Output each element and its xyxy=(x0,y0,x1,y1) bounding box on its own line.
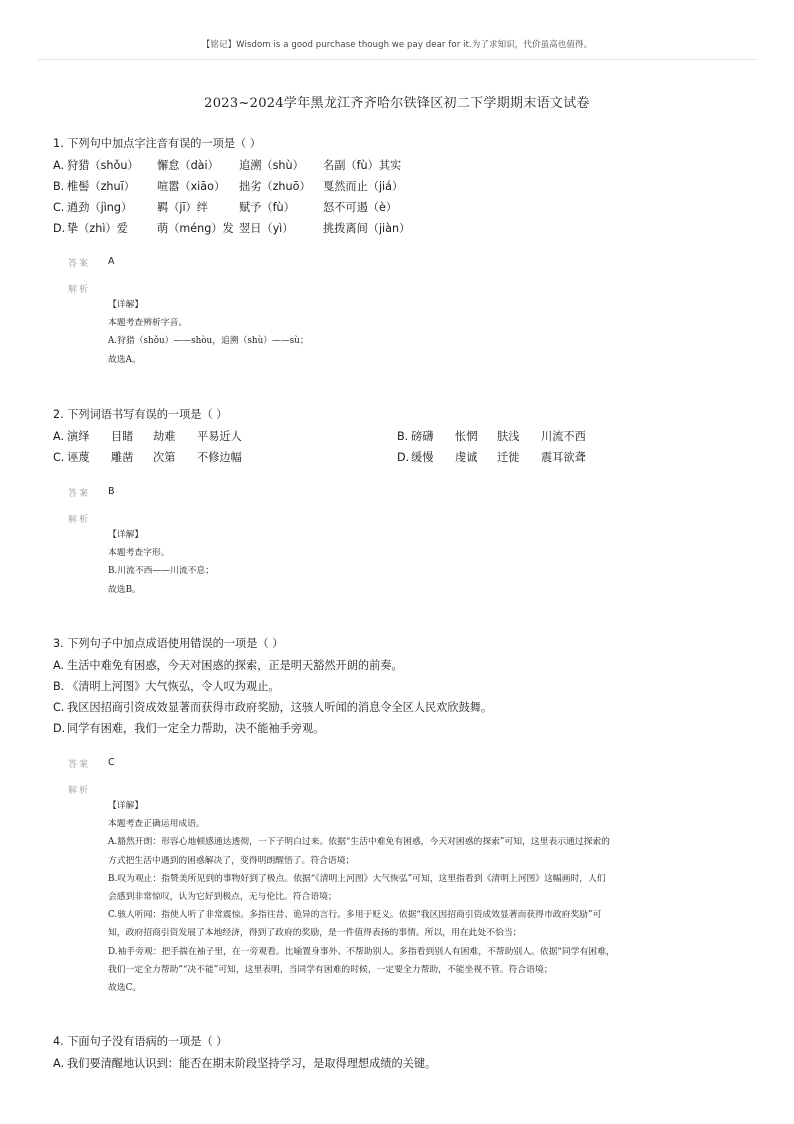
option-a xyxy=(53,155,753,176)
option-item: 喧嚣（xiāo） xyxy=(157,180,226,193)
question-2 xyxy=(53,407,753,468)
analysis-text xyxy=(108,296,748,369)
option-item: 挚（zhì）爱 xyxy=(67,222,128,235)
option-item: 挑拨离间（jiàn） xyxy=(323,222,411,235)
option-letter: A. xyxy=(53,659,65,672)
option-letter: C. xyxy=(53,201,65,214)
option-c xyxy=(53,447,397,468)
option-item: 戛然而止（jiá） xyxy=(323,180,404,193)
question-stem: 2. 下列词语书写有误的一项是（ ） xyxy=(53,408,228,421)
analysis-text xyxy=(108,526,748,599)
answer-label: 答案 xyxy=(68,259,91,269)
option-letter: D. xyxy=(53,222,66,235)
option-d xyxy=(53,218,753,239)
analysis-line: B.叹为观止：指赞美所见到的事物好到了极点。依据“《清明上河图》大气恢弘”可知，这里指看到《清明上河图》这幅画时，人们 xyxy=(108,873,606,884)
question-1 xyxy=(53,136,753,239)
option-item: 椎髻（zhuī） xyxy=(67,180,135,193)
option-item: 赋予（fù） xyxy=(239,201,295,214)
option-letter: A. xyxy=(53,159,65,172)
analysis-line: 【详解】 xyxy=(108,530,144,540)
option-letter: D. xyxy=(397,451,410,464)
answer-block-2 xyxy=(68,486,728,606)
analysis-text xyxy=(108,797,748,997)
option-item: 肤浅 xyxy=(497,430,520,443)
option-letter: D. xyxy=(53,722,66,735)
analysis-line: 故选A。 xyxy=(108,354,141,365)
option-item: 劫难 xyxy=(153,430,176,443)
option-text: 《清明上河图》大气恢弘，令人叹为观止。 xyxy=(67,680,280,693)
analysis-line: D.袖手旁观：把手揣在袖子里，在一旁观看。比喻置身事外、不帮助别人。多指看到别人有困难，不帮助别人。依据“同学有困难， xyxy=(108,946,615,957)
option-item: 怒不可遏（è） xyxy=(323,201,398,214)
option-item: 迁徙 xyxy=(497,451,520,464)
option-a xyxy=(53,655,753,676)
option-a xyxy=(53,1053,753,1074)
page-title: 2023~2024学年黑龙江齐齐哈尔铁锋区初二下学期期末语文试卷 xyxy=(204,96,590,111)
option-item: 翌日（yì） xyxy=(239,222,294,235)
analysis-line: A.狩猎（shǒu）——shòu，追溯（shù）——sù； xyxy=(108,336,309,347)
analysis-line: 我们一定全力帮助”“决不能”可知，这里表明，当同学有困难的时候，一定要全力帮助，不能坐视不管。符合语境； xyxy=(108,964,553,975)
answer-block-1 xyxy=(68,256,728,376)
analysis-line: 知，政府招商引资发展了本地经济，得到了政府的奖励，是一件值得表扬的事情。所以，用在此处不恰当； xyxy=(108,928,522,939)
question-stem: 3. 下列句子中加点成语使用错误的一项是（ ） xyxy=(53,637,284,650)
analysis-line: A.豁然开朗：形容心地顿感通达透彻，一下子明白过来。依据“生活中难免有困惑，今天对困惑的探索”可知，这里表示通过探索的 xyxy=(108,837,610,848)
option-letter: A. xyxy=(53,430,65,443)
option-text: 我区因招商引资成效显著而获得市政府奖励，这骇人听闻的消息令全区人民欢欣鼓舞。 xyxy=(67,701,493,714)
option-text: 生活中难免有困惑，今天对困惑的探索，正是明天豁然开朗的前奏。 xyxy=(67,659,403,672)
option-item: 缓慢 xyxy=(411,451,434,464)
option-c xyxy=(53,197,753,218)
option-item: 次第 xyxy=(153,451,176,464)
analysis-line: B.川流不西——川流不息； xyxy=(108,566,215,577)
analysis-line: 【详解】 xyxy=(108,300,144,310)
question-4 xyxy=(53,1034,753,1074)
option-item: 萌（méng）发 xyxy=(157,222,234,235)
option-item: 不修边幅 xyxy=(197,451,242,464)
answer-value: A xyxy=(108,256,115,267)
analysis-line: 【详解】 xyxy=(108,801,144,811)
option-item: 震耳欲聋 xyxy=(541,451,586,464)
option-b xyxy=(53,676,753,697)
option-item: 狩猎（shǒu） xyxy=(67,159,139,172)
option-item: 演绎 xyxy=(67,430,90,443)
option-item: 懈怠（dài） xyxy=(157,159,219,172)
option-a xyxy=(53,426,397,447)
option-item: 诬蔑 xyxy=(67,451,90,464)
option-item: 追溯（shù） xyxy=(239,159,304,172)
option-item: 川流不西 xyxy=(541,430,586,443)
answer-label: 答案 xyxy=(68,489,91,499)
option-text: 同学有困难，我们一定全力帮助，决不能袖手旁观。 xyxy=(67,722,325,735)
option-item: 雕凿 xyxy=(111,451,134,464)
analysis-line: 会感到非常惊叹，认为它好到极点，无与伦比。符合语境； xyxy=(108,892,337,903)
option-b xyxy=(53,176,753,197)
option-item: 目睹 xyxy=(111,430,134,443)
option-item: 虔诚 xyxy=(455,451,478,464)
analysis-line: 方式把生活中遇到的困惑解决了，变得明朗醒悟了。符合语境； xyxy=(108,855,355,866)
option-item: 怅惘 xyxy=(455,430,478,443)
option-letter: A. xyxy=(53,1057,65,1070)
answer-value: B xyxy=(108,486,115,497)
option-letter: B. xyxy=(53,180,65,193)
header-divider xyxy=(38,59,756,60)
option-text: 我们要清醒地认识到：能否在期末阶段坚持学习，是取得理想成绩的关键。 xyxy=(67,1057,437,1070)
option-item: 羁（jī）绊 xyxy=(157,201,208,214)
option-item: 拙劣（zhuō） xyxy=(239,180,311,193)
analysis-label: 解析 xyxy=(68,515,91,525)
option-item: 遒劲（jìng） xyxy=(67,201,133,214)
option-letter: C. xyxy=(53,451,65,464)
analysis-line: 本题考查辨析字音。 xyxy=(108,318,188,329)
option-letter: C. xyxy=(53,701,65,714)
analysis-line: 本题考查字形。 xyxy=(108,548,170,559)
option-item: 平易近人 xyxy=(197,430,242,443)
header-quote: 【铭记】Wisdom is a good purchase though we pay dear for it.为了求知识，代价虽高也值得。 xyxy=(201,40,593,50)
answer-label: 答案 xyxy=(68,760,91,770)
option-c xyxy=(53,697,753,718)
analysis-label: 解析 xyxy=(68,786,91,796)
option-letter: B. xyxy=(397,430,409,443)
option-letter: B. xyxy=(53,680,65,693)
answer-block-3 xyxy=(68,757,728,1007)
option-item: 名副（fù）其实 xyxy=(323,159,402,172)
analysis-line: 本题考查正确运用成语。 xyxy=(108,819,205,830)
question-3 xyxy=(53,636,753,739)
question-stem: 1. 下列句中加点字注音有误的一项是（ ） xyxy=(53,137,261,150)
analysis-line: C.骇人听闻：指使人听了非常震惊。多指往昔、诡异的言行。多用于贬义。依据“我区因招商引资成效显著而获得市政府奖励”可 xyxy=(108,910,602,921)
analysis-line: 故选B。 xyxy=(108,584,141,595)
answer-value: C xyxy=(108,757,115,768)
analysis-label: 解析 xyxy=(68,285,91,295)
option-d xyxy=(53,718,753,739)
option-item: 磅礴 xyxy=(411,430,434,443)
question-stem: 4. 下面句子没有语病的一项是（ ） xyxy=(53,1035,228,1048)
analysis-line: 故选C。 xyxy=(108,983,142,994)
option-d xyxy=(397,447,747,468)
option-b xyxy=(397,426,747,447)
